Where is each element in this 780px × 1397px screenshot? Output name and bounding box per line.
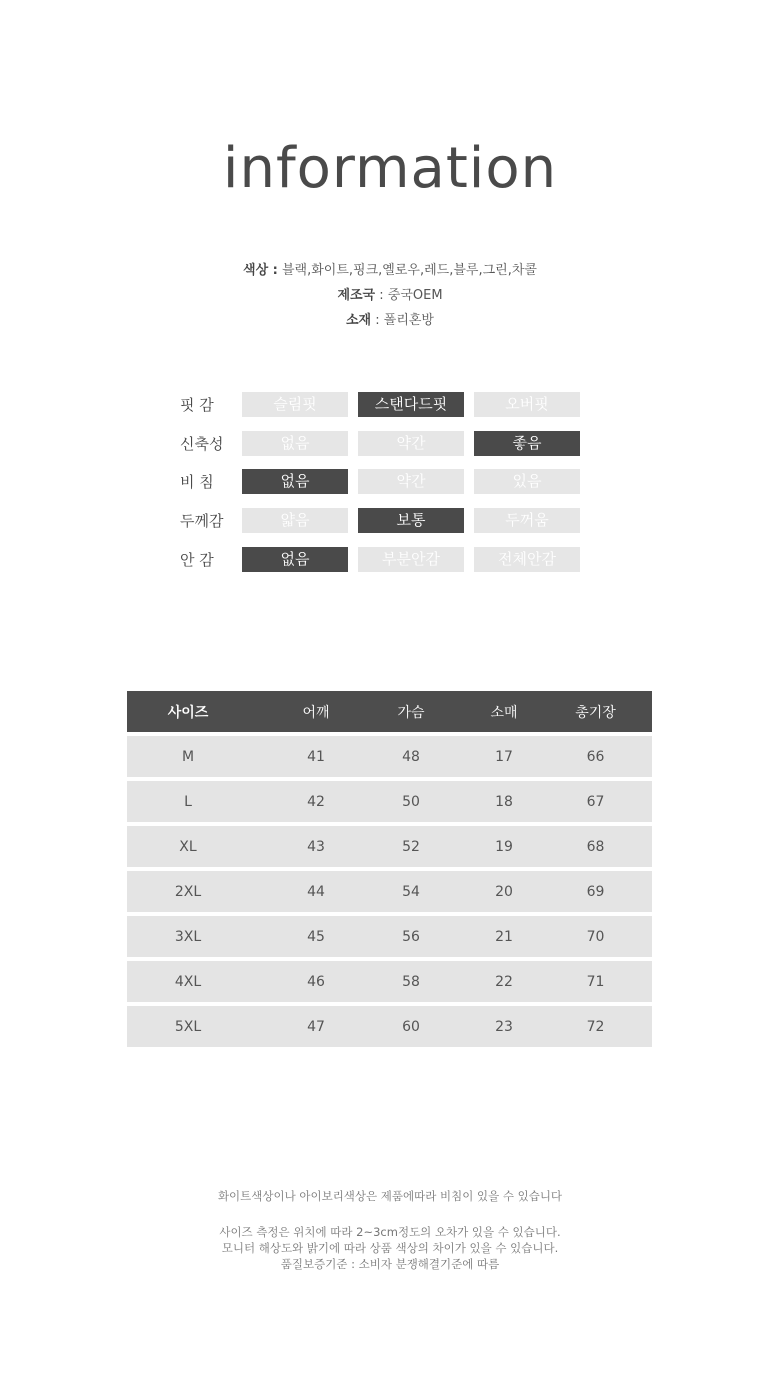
attribute-option: 없음 — [242, 431, 348, 456]
attribute-option: 얇음 — [242, 508, 348, 533]
attribute-label: 안 감 — [180, 550, 214, 569]
table-cell: 56 — [402, 928, 420, 945]
attribute-option: 전체안감 — [474, 547, 580, 572]
attribute-option: 없음 — [242, 469, 348, 494]
table-cell: 70 — [586, 928, 605, 945]
table-row — [127, 916, 652, 957]
size-table — [127, 691, 652, 1047]
table-cell: 5XL — [174, 1018, 202, 1035]
header-shoulder: 어깨 — [302, 704, 330, 721]
table-row — [127, 961, 652, 1002]
notice-line: 모니터 해상도와 밝기에 따라 상품 색상의 차이가 있을 수 있습니다. — [221, 1241, 559, 1255]
table-cell: 50 — [402, 793, 420, 810]
table-cell: 71 — [586, 973, 605, 990]
attribute-option: 약간 — [358, 469, 464, 494]
notice-block — [0, 1188, 780, 1272]
table-cell: 44 — [307, 883, 325, 900]
color-value: 블랙,화이트,핑크,옐로우,레드,블루,그린,차콜 — [282, 263, 537, 278]
table-cell: 43 — [307, 838, 325, 855]
origin-info-line — [0, 283, 780, 308]
attribute-label: 비 침 — [180, 473, 214, 492]
attribute-chart — [170, 392, 590, 585]
table-cell: 45 — [307, 928, 325, 945]
attribute-label: 핏 감 — [180, 396, 214, 414]
attribute-option: 두꺼움 — [474, 508, 580, 533]
table-cell: 67 — [586, 793, 605, 810]
attribute-label: 신축성 — [180, 434, 224, 453]
header-length: 총기장 — [575, 704, 616, 721]
table-cell: 19 — [495, 838, 513, 855]
table-cell: 68 — [586, 838, 605, 855]
table-cell: M — [181, 748, 195, 765]
table-cell: 21 — [495, 928, 513, 945]
attribute-row-thickness — [170, 508, 590, 533]
table-cell: XL — [179, 838, 197, 855]
color-label: 색상 : — [243, 263, 278, 278]
table-cell: 54 — [402, 883, 420, 900]
table-cell: 4XL — [174, 973, 202, 990]
header-size: 사이즈 — [167, 704, 209, 721]
size-table-header — [127, 691, 652, 732]
material-info-line — [0, 308, 780, 333]
attribute-row-fit — [170, 392, 590, 417]
material-value: : 폴리혼방 — [375, 313, 434, 328]
table-row — [127, 826, 652, 867]
page-title: information — [222, 136, 558, 201]
attribute-option: 약간 — [358, 431, 464, 456]
notice-line: 품질보증기준 : 소비자 분쟁해결기준에 따름 — [280, 1257, 500, 1271]
origin-value: : 중국OEM — [379, 288, 443, 303]
table-cell: 2XL — [174, 883, 202, 900]
attribute-option: 부분안감 — [358, 547, 464, 572]
attribute-option: 오버핏 — [474, 392, 580, 417]
material-label: 소재 — [345, 313, 372, 328]
table-cell: 66 — [586, 748, 605, 765]
table-cell: 47 — [307, 1018, 325, 1035]
attribute-label: 두께감 — [180, 512, 224, 531]
table-cell: 42 — [307, 793, 325, 810]
table-cell: 46 — [307, 973, 325, 990]
product-info-block — [0, 258, 780, 333]
attribute-row-stretch — [170, 431, 590, 456]
table-cell: 41 — [307, 748, 325, 765]
attribute-option: 보통 — [358, 508, 464, 533]
table-row — [127, 1006, 652, 1047]
table-row — [127, 736, 652, 777]
table-cell: L — [184, 793, 192, 810]
header-sleeve: 소매 — [490, 704, 518, 721]
attribute-row-lining — [170, 547, 590, 572]
origin-label: 제조국 — [337, 288, 376, 303]
notice-line: 사이즈 측정은 위치에 따라 2~3cm정도의 오차가 있을 수 있습니다. — [219, 1225, 561, 1239]
table-cell: 52 — [402, 838, 420, 855]
table-cell: 22 — [495, 973, 513, 990]
table-row — [127, 781, 652, 822]
table-cell: 48 — [402, 748, 420, 765]
attribute-option: 있음 — [474, 469, 580, 494]
attribute-option: 슬림핏 — [242, 392, 348, 417]
table-cell: 20 — [495, 883, 513, 900]
table-cell: 3XL — [174, 928, 202, 945]
table-cell: 60 — [402, 1018, 420, 1035]
table-cell: 17 — [495, 748, 513, 765]
attribute-row-sheerness — [170, 469, 590, 494]
table-cell: 18 — [495, 793, 513, 810]
table-cell: 58 — [402, 973, 420, 990]
attribute-option: 없음 — [242, 547, 348, 572]
table-cell: 69 — [586, 883, 605, 900]
table-cell: 23 — [495, 1018, 513, 1035]
attribute-option: 스탠다드핏 — [358, 392, 464, 417]
notice-line: 화이트색상이나 아이보리색상은 제품에따라 비침이 있을 수 있습니다 — [217, 1189, 563, 1203]
header-chest: 가슴 — [397, 704, 425, 721]
table-cell: 72 — [586, 1018, 605, 1035]
color-info-line — [0, 258, 780, 283]
table-row — [127, 871, 652, 912]
attribute-option: 좋음 — [474, 431, 580, 456]
